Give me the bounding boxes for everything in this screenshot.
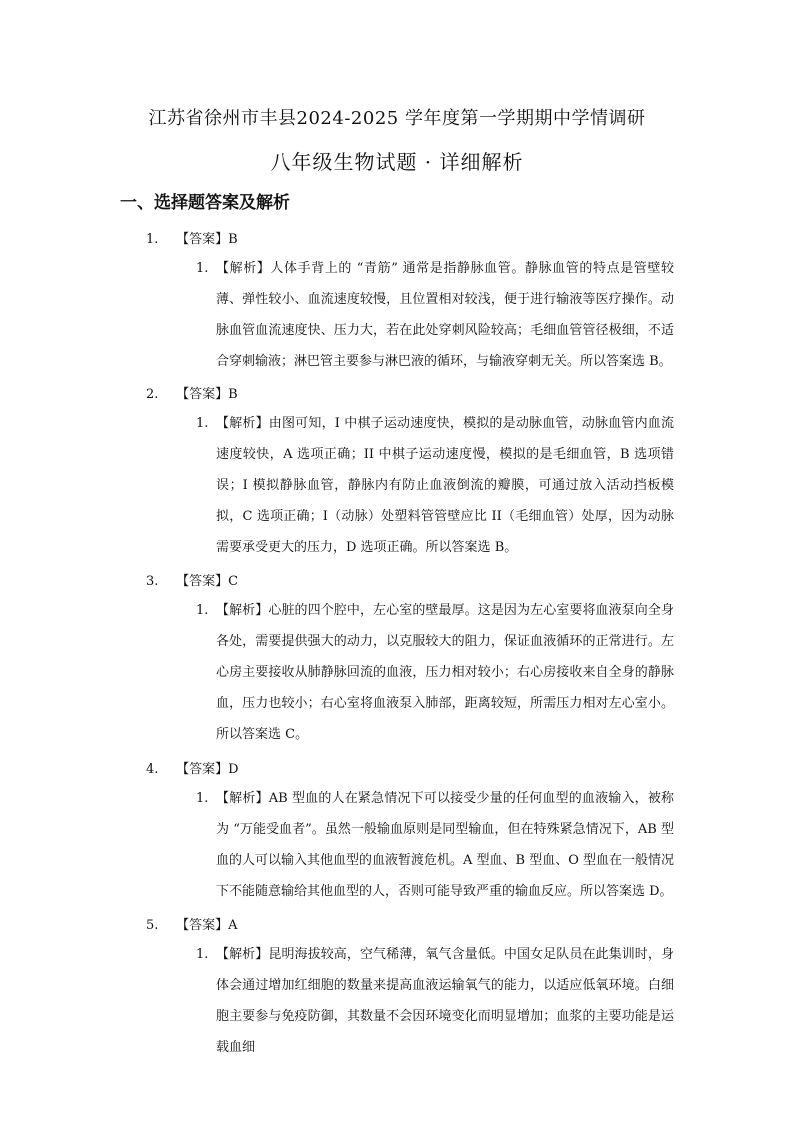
explanation-block xyxy=(196,408,674,563)
section-heading: 一、选择题答案及解析 xyxy=(120,193,290,213)
document-title: 江苏省徐州市丰县2024-2025 学年度第一学期期中学情调研 xyxy=(148,108,646,129)
question-number: 3. xyxy=(146,574,159,589)
answer-text: 【答案】B xyxy=(176,387,238,402)
answer-text: 【答案】D xyxy=(176,762,239,777)
explanation-block xyxy=(196,595,674,750)
explanation-block xyxy=(196,939,674,1063)
explanation-number: 1. xyxy=(196,416,209,431)
explanation-text: 【解析】AB 型血的人在紧急情况下可以接受少量的任何血型的血液输入，被称为 “万能受血者”。虽然一般输血原则是同型输血，但在特殊紧急情况下，AB 型血的人可以输入其他血型的血液暂渡危机。A 型血、B 型血、O 型血在一般情况下不能随意输给其他血型的人，否则可能导致严重的输血反应。所以答案选 D。 xyxy=(216,791,674,899)
explanation-number: 1. xyxy=(196,261,209,276)
explanation-number: 1. xyxy=(196,791,209,806)
question-number: 1. xyxy=(146,232,159,247)
answer-text: 【答案】C xyxy=(176,574,239,589)
question-number: 2. xyxy=(146,387,159,402)
answer-line xyxy=(146,570,238,589)
answer-line xyxy=(146,383,238,402)
answer-line xyxy=(146,758,239,777)
answer-text: 【答案】A xyxy=(176,918,238,933)
explanation-text: 【解析】人体手背上的 “青筋” 通常是指静脉血管。静脉血管的特点是管壁较薄、弹性较小、血流速度较慢，且位置相对较浅，便于进行输液等医疗操作。动脉血管血流速度快、压力大，若在此处穿刺风险较高；毛细血管管径极细，不适合穿刺输液；淋巴管主要参与淋巴液的循环，与输液穿刺无关。所以答案选 B。 xyxy=(216,261,674,369)
explanation-number: 1. xyxy=(196,603,209,618)
document-subtitle: 八年级生物试题 · 详细解析 xyxy=(270,150,524,174)
explanation-text: 【解析】心脏的四个腔中，左心室的壁最厚。这是因为左心室要将血液泵向全身各处，需要提供强大的动力，以克服较大的阻力，保证血液循环的正常进行。左心房主要接收从肺静脉回流的血液，压力相对较小；右心房接收来自全身的静脉血，压力也较小；右心室将血液泵入肺部，距离较短，所需压力相对左心室小。所以答案选 C。 xyxy=(216,603,674,742)
explanation-block xyxy=(196,783,674,907)
answer-line xyxy=(146,914,238,933)
answer-line xyxy=(146,228,238,247)
question-number: 4. xyxy=(146,762,159,777)
answer-text: 【答案】B xyxy=(176,232,238,247)
explanation-block xyxy=(196,253,674,377)
question-number: 5. xyxy=(146,918,159,933)
explanation-text: 【解析】由图可知，I 中棋子运动速度快，模拟的是动脉血管，动脉血管内血流速度较快，A 选项正确；II 中棋子运动速度慢，模拟的是毛细血管，B 选项错误；I 模拟静脉血管，静脉内有防止血液倒流的瓣膜，可通过放入活动挡板模拟，C 选项正确；I（动脉）处塑料管管壁应比 II（毛细血管）处厚，因为动脉需要承受更大的压力，D 选项正确。所以答案选 B。 xyxy=(216,416,674,555)
explanation-text: 【解析】昆明海拔较高，空气稀薄，氧气含量低。中国女足队员在此集训时，身体会通过增加红细胞的数量来提高血液运输氧气的能力，以适应低氧环境。白细胞主要参与免疫防御，其数量不会因环境变化而明显增加；血浆的主要功能是运载血细 xyxy=(216,947,674,1055)
explanation-number: 1. xyxy=(196,947,209,962)
